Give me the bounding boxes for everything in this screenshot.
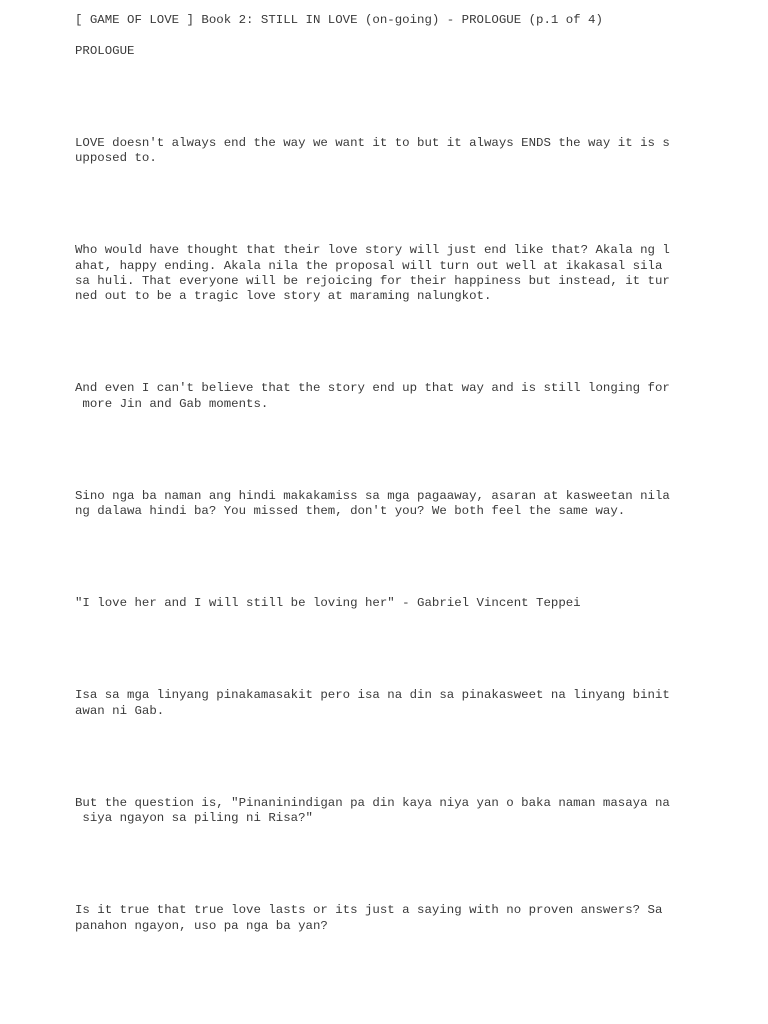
paragraph-line: Who would have thought that their love story will just end like that? Akala ng l	[75, 243, 670, 257]
paragraph-line: panahon ngayon, uso pa nga ba yan?	[75, 919, 328, 933]
paragraph-line: siya ngayon sa piling ni Risa?"	[75, 811, 313, 825]
document-heading: PROLOGUE	[75, 44, 135, 58]
paragraph-line: sa huli. That everyone will be rejoicing for their happiness but instead, it tur	[75, 274, 670, 288]
paragraph-line: awan ni Gab.	[75, 704, 165, 718]
paragraph-line: But the question is, "Pinaninindigan pa din kaya niya yan o baka naman masaya na	[75, 796, 670, 810]
document-header: [ GAME OF LOVE ] Book 2: STILL IN LOVE (on-going) - PROLOGUE (p.1 of 4)	[75, 13, 603, 27]
paragraph-line: ahat, happy ending. Akala nila the proposal will turn out well at ikakasal sila	[75, 259, 663, 273]
paragraph-line: Is it true that true love lasts or its just a saying with no proven answers? Sa	[75, 903, 663, 917]
paragraph-line: ned out to be a tragic love story at maraming nalungkot.	[75, 289, 492, 303]
paragraph-line: upposed to.	[75, 151, 157, 165]
paragraph-line: And even I can't believe that the story end up that way and is still longing for	[75, 381, 670, 395]
paragraph-line: LOVE doesn't always end the way we want it to but it always ENDS the way it is s	[75, 136, 670, 150]
paragraph-line: Isa sa mga linyang pinakamasakit pero isa na din sa pinakasweet na linyang binit	[75, 688, 670, 702]
paragraph-line: ng dalawa hindi ba? You missed them, don't you? We both feel the same way.	[75, 504, 626, 518]
quote-line: "I love her and I will still be loving her" - Gabriel Vincent Teppei	[75, 596, 581, 610]
paragraph-line: more Jin and Gab moments.	[75, 397, 269, 411]
paragraph-line: Sino nga ba naman ang hindi makakamiss sa mga pagaaway, asaran at kasweetan nila	[75, 489, 670, 503]
